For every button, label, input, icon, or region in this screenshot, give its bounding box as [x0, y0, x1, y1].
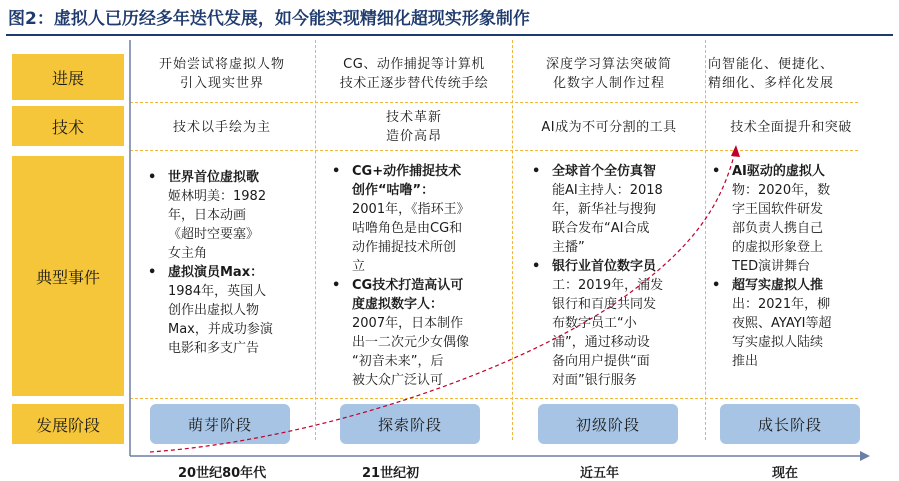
event-line: 的虚拟形象登上 [732, 240, 824, 255]
progress-line: 引入现实世界 [179, 76, 264, 91]
growth-curve [150, 152, 735, 452]
era-label-4: 现在 [772, 466, 799, 481]
stage-box-explore: 探索阶段 [340, 404, 480, 444]
stage-box-growth: 成长阶段 [720, 404, 860, 444]
event-line: 创作“咕噜”： [352, 183, 435, 198]
event-line: 对面”银行服务 [552, 373, 637, 388]
progress-line: 向智能化、便捷化、 [708, 57, 835, 72]
row-label-progress: 进展 [12, 54, 124, 100]
event-line: TED演讲舞台 [732, 259, 811, 274]
row-label-events: 典型事件 [12, 156, 124, 396]
event-line: 布数字员工“小 [552, 316, 637, 331]
event-line: 出：2021年，柳 [732, 297, 831, 312]
event-line: 能AI主持人：2018 [552, 183, 663, 198]
bullet-icon: • [148, 265, 157, 280]
figure-title: 图2：虚拟人已历经多年迭代发展，如今能实现精细化超现实形象制作 [8, 9, 530, 29]
event-line: 浦”，通过移动设 [552, 335, 650, 350]
row-label-stage: 发展阶段 [12, 404, 124, 444]
event-head: 银行业首位数字员 [552, 259, 657, 274]
event-line: Max，并成功参演 [168, 322, 273, 337]
event-line: 度虚拟数字人： [352, 297, 444, 312]
event-head: 虚拟演员Max： [168, 265, 264, 280]
era-label-1: 20世纪80年代 [178, 466, 267, 481]
event-line: 银行和百度共同发 [552, 297, 657, 312]
event-line: 2001年，《指环王》 [352, 202, 470, 217]
event-line: 出一二次元少女偶像 [352, 335, 470, 350]
stage-box-initial: 初级阶段 [538, 404, 678, 444]
event-line: 联合发布“AI合成 [552, 221, 650, 236]
tech-line: 造价高昂 [385, 129, 442, 144]
event-line: “初音未来”，后 [352, 354, 444, 369]
event-line: 姬林明美：1982 [168, 189, 267, 204]
progress-line: 化数字人制作过程 [552, 76, 665, 91]
era-label-3: 近五年 [580, 466, 620, 481]
tech-line: 技术以手绘为主 [172, 120, 271, 135]
event-head: 世界首位虚拟歌 [168, 170, 260, 185]
progress-line: 深度学习算法突破简 [545, 57, 672, 72]
event-line: 立 [352, 259, 366, 274]
event-line: 部负责人携自己 [732, 221, 824, 236]
event-line: 推出 [732, 354, 759, 369]
event-line: 年，新华社与搜狗 [552, 202, 657, 217]
row-label-tech: 技术 [12, 106, 124, 146]
event-line: 夜熙、AYAYI等超 [732, 316, 832, 331]
stage-box-sprout: 萌芽阶段 [150, 404, 290, 444]
event-head: CG+动作捕捉技术 [352, 164, 462, 179]
bullet-icon: • [712, 164, 721, 179]
progress-line: 技术正逐步替代传统手绘 [339, 76, 489, 91]
progress-line: CG、动作捕捉等计算机 [343, 57, 485, 72]
event-line: 被大众广泛认可 [352, 373, 444, 388]
bullet-icon: • [332, 278, 341, 293]
event-line: 字王国软件研发 [732, 202, 824, 217]
tech-line: 技术全面提升和突破 [730, 120, 852, 135]
tech-line: 技术革新 [385, 110, 442, 125]
bullet-icon: • [532, 164, 541, 179]
event-line: 创作出虚拟人物 [168, 303, 260, 318]
event-line: 2007年，日本制作 [352, 316, 464, 331]
bullet-icon: • [332, 164, 341, 179]
era-label-2: 21世纪初 [362, 466, 420, 481]
event-line: 咕噜角色是由CG和 [352, 221, 463, 236]
event-head: 全球首个全仿真智 [552, 164, 657, 179]
event-line: 主播” [552, 240, 585, 255]
event-line: 《超时空要塞》 [168, 227, 260, 242]
event-line: 女主角 [168, 246, 208, 261]
event-line: 备向用户提供“面 [552, 354, 650, 369]
tech-line: AI成为不可分割的工具 [541, 120, 677, 135]
event-head: 超写实虚拟人推 [732, 278, 824, 293]
progress-line: 开始尝试将虚拟人物 [158, 57, 285, 72]
event-line: 工：2019年，浦发 [552, 278, 664, 293]
event-line: 写实虚拟人陆续 [732, 335, 824, 350]
event-head: CG技术打造高认可 [352, 278, 464, 293]
bullet-icon: • [712, 278, 721, 293]
axis-arrow-icon [860, 451, 870, 461]
event-line: 物：2020年，数 [732, 183, 831, 198]
curve-arrow-icon [731, 145, 740, 157]
event-head: AI驱动的虚拟人 [732, 164, 825, 179]
event-line: 1984年，英国人 [168, 284, 267, 299]
event-line: 年，日本动画 [168, 208, 247, 223]
bullet-icon: • [148, 170, 157, 185]
event-line: 动作捕捉技术所创 [352, 240, 457, 255]
progress-line: 精细化、多样化发展 [708, 76, 835, 91]
bullet-icon: • [532, 259, 541, 274]
event-line: 电影和多支广告 [168, 341, 260, 356]
